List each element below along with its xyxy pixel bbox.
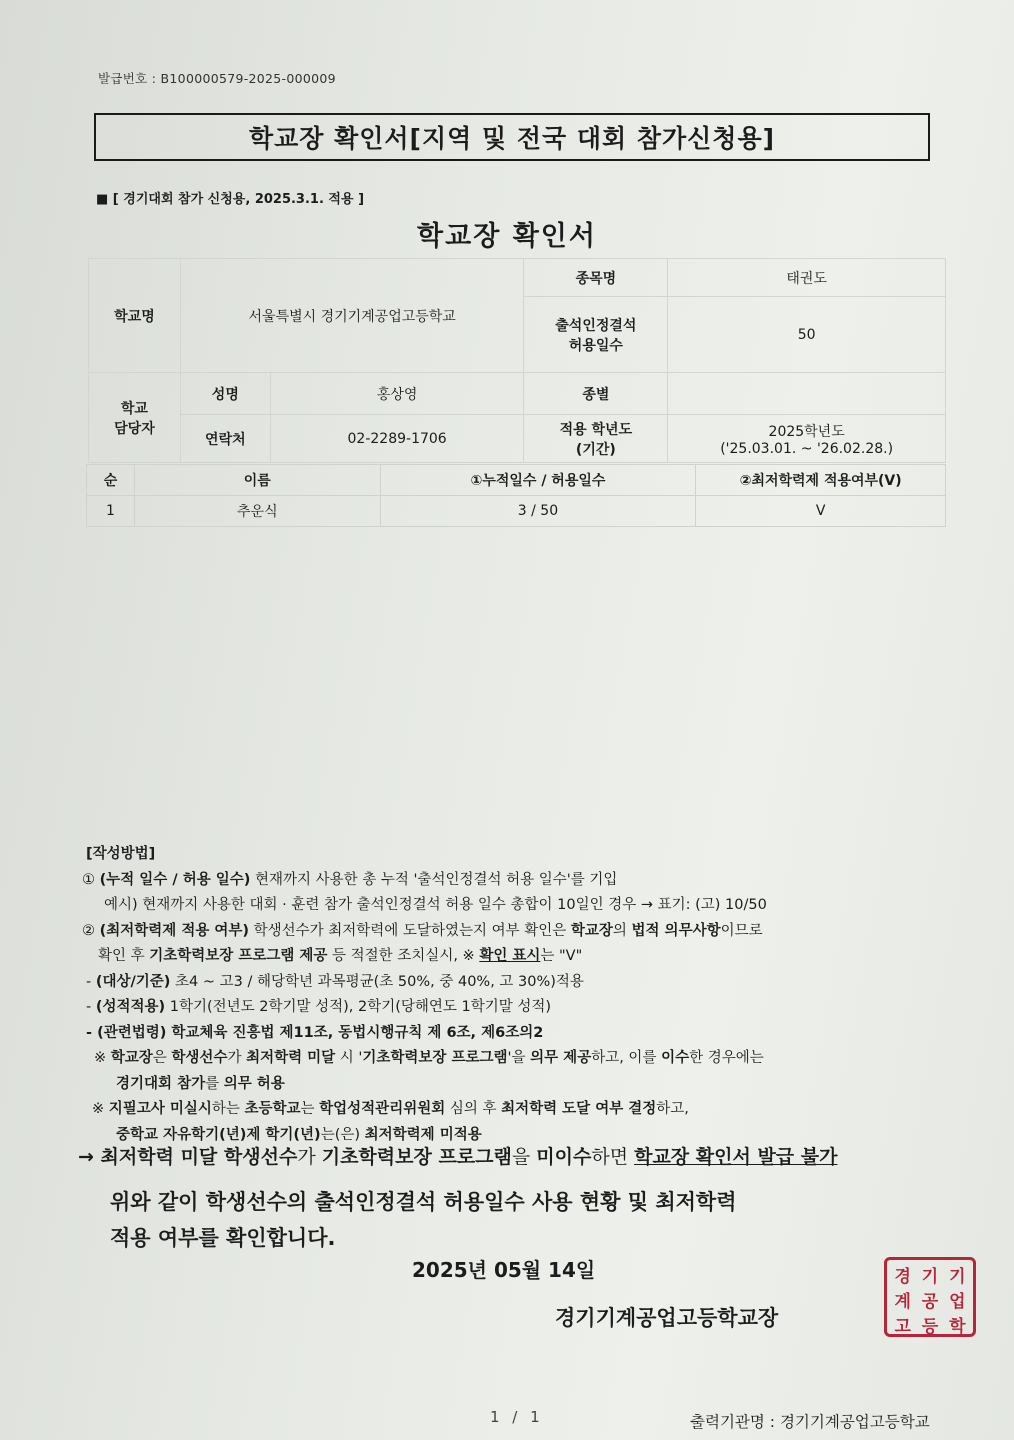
text: 심의 후 [445,1101,502,1117]
text: 는(은) [320,1126,365,1143]
manager-label [89,373,181,463]
text: 중학교 자유학기(년)제 학기(년) [116,1126,321,1143]
text: 하고, 이를 [591,1050,662,1066]
text: 최저학력 도달 여부 결정 [501,1101,657,1117]
seal-char: 기 [949,1267,966,1287]
issue-number: 발급번호 : B100000579-2025-000009 [98,71,336,86]
method-line-3 [82,919,962,945]
year-value-2: ('25.03.01. ~ '26.02.28.) [720,440,894,457]
school-value: 서울특별시 경기기계공업고등학교 [180,259,524,373]
seal-char: 등 [921,1317,939,1337]
text: 이므로 [720,922,763,939]
main-title: 학교장 확인서[지역 및 전국 대회 참가신청용] [94,113,930,161]
method-line-1 [82,868,962,894]
method-line-8 [82,1046,962,1072]
days-label [524,297,668,373]
text: 를 [205,1075,224,1092]
text: - [86,999,96,1015]
text: '을 [507,1050,531,1066]
issue-date: 2025년 05월 14일 [412,1258,596,1282]
text: 가 [297,1146,322,1168]
official-seal [884,1257,976,1337]
text: 최저학력제 미적용 [364,1126,482,1143]
method-heading: [작성방법] [86,846,156,862]
row-no: 1 [87,496,135,527]
manager-label-1: 학교 [120,400,148,417]
text: (성적적용) [95,999,166,1015]
text: 학업성적관리위원회 [319,1101,446,1117]
text: 하고, [656,1101,689,1117]
days-label-2: 허용일수 [568,337,623,354]
col-applied-header: ②최저학력제 적용여부(V) [696,465,946,496]
text: 현재까지 사용한 총 누적 '출석인정결석 허용 일수'를 기입 [250,871,618,888]
table-row [87,496,946,527]
text: 은 [152,1050,172,1066]
days-value: 50 [668,297,946,373]
text: 의무 허용 [223,1075,285,1092]
text: - [86,1024,98,1041]
text: → 최저학력 미달 학생선수 [78,1146,298,1168]
text: 는 [300,1101,320,1117]
page-number: 1 / 1 [490,1408,544,1426]
year-value [668,415,946,463]
text: 경기대회 참가 [116,1075,206,1092]
text: 등 적절한 조치실시, ※ [327,948,480,964]
text: 학생선수 [171,1050,228,1066]
text: 법적 의무사항 [631,922,721,939]
text: 한 경우에는 [689,1050,764,1066]
notice: ■ [ 경기대회 참가 신청용, 2025.3.1. 적용 ] [96,192,365,207]
row-applied: V [696,496,946,527]
seal-char: 학 [949,1317,966,1337]
student-list-table [86,464,946,527]
text: 최저학력 미달 [246,1050,336,1066]
principal-name: 경기기계공업고등학교장 [555,1306,779,1330]
text: 기초학력보장 프로그램 [321,1146,512,1168]
text: (대상/기준) [95,973,171,990]
event-value [668,373,946,415]
manager-label-2: 담당자 [114,420,155,437]
confirmation-text [110,1184,737,1256]
text: 학교장 [110,1050,153,1066]
text: 초4 ~ 고3 / 해당학년 과목평균(초 50%, 중 40%, 고 30%)적용 [170,973,584,990]
text: ② [82,922,100,939]
text: 확인 표시 [479,948,541,964]
table-header-row [87,465,946,496]
seal-char: 기 [921,1267,939,1287]
sport-label: 종목명 [524,259,668,297]
sub-title: 학교장 확인서 [417,221,597,252]
event-label: 종별 [524,373,668,415]
text: 지필고사 미실시 [108,1101,212,1117]
row-days: 3 / 50 [380,496,696,527]
school-label: 학교명 [89,259,181,373]
seal-char: 공 [921,1292,939,1312]
text: 하면 [591,1146,635,1168]
info-table [88,258,946,463]
text: 을 [511,1146,537,1168]
text: 학교장 [570,922,613,939]
text: 기초학력보장 프로그램 [362,1050,508,1066]
text: 기초학력보장 프로그램 제공 [149,948,328,964]
days-label-1: 출석인정결석 [555,317,637,334]
contact-value: 02-2289-1706 [270,415,524,463]
text: 가 [227,1050,247,1066]
text: 의무 제공 [530,1050,592,1066]
seal-char: 업 [949,1292,966,1312]
year-label [524,415,668,463]
col-name-header: 이름 [134,465,380,496]
seal-char: 고 [894,1317,911,1337]
text: 미이수 [536,1146,592,1168]
col-no-header: 순 [87,465,135,496]
method-line-7 [82,1021,962,1047]
text: 초등학교 [244,1101,301,1117]
text: ※ [94,1050,111,1066]
writing-method [82,842,962,1148]
text: 이수 [661,1050,690,1066]
text: 학생선수가 최저학력에 도달하였는지 여부 확인은 [249,922,571,939]
contact-label: 연락처 [180,415,270,463]
seal-char: 계 [894,1292,911,1312]
year-value-1: 2025학년도 [768,423,845,440]
method-line-4 [82,944,962,970]
text: (최저학력제 적용 여부) [99,922,250,939]
text: (누적 일수 / 허용 일수) [99,871,251,888]
confirm-line-2: 적용 여부를 확인합니다. [110,1226,336,1250]
text: 학교장 확인서 발급 불가 [634,1146,838,1168]
warning-line [78,1142,837,1169]
text: 하는 [211,1101,245,1117]
text: 1학기(전년도 2학기말 성적), 2학기(당해연도 1학기말 성적) [165,999,552,1015]
text: - [86,973,96,990]
row-name: 추운식 [134,496,380,527]
name-label: 성명 [180,373,270,415]
method-line-6 [82,995,962,1021]
year-label-2: (기간) [575,441,616,458]
col-days-header: ①누적일수 / 허용일수 [380,465,696,496]
year-label-1: 적용 학년도 [559,421,633,438]
method-line-9 [82,1072,962,1098]
method-line-5 [82,970,962,996]
text: 의 [612,922,632,939]
confirm-line-1: 위와 같이 학생선수의 출석인정결석 허용일수 사용 현황 및 최저학력 [110,1190,737,1214]
printer-name: 출력기관명 : 경기기계공업고등학교 [690,1413,930,1431]
name-value: 홍상영 [270,373,524,415]
text: 시 ' [335,1050,363,1066]
text: 는 "V" [540,948,583,964]
seal-char: 경 [894,1267,911,1287]
text: ① [82,871,100,888]
method-line-10 [82,1097,962,1123]
text: (관련법령) 학교체육 진흥법 제11조, 동법시행규칙 제 6조, 제6조의2 [97,1024,544,1041]
sport-value: 태권도 [668,259,946,297]
text: 확인 후 [98,948,150,964]
method-line-2: 예시) 현재까지 사용한 대회 · 훈련 참가 출석인정결석 허용 일수 총합이 10일인 경우 → 표기: (고) 10/50 [104,897,767,913]
text: ※ [92,1101,109,1117]
